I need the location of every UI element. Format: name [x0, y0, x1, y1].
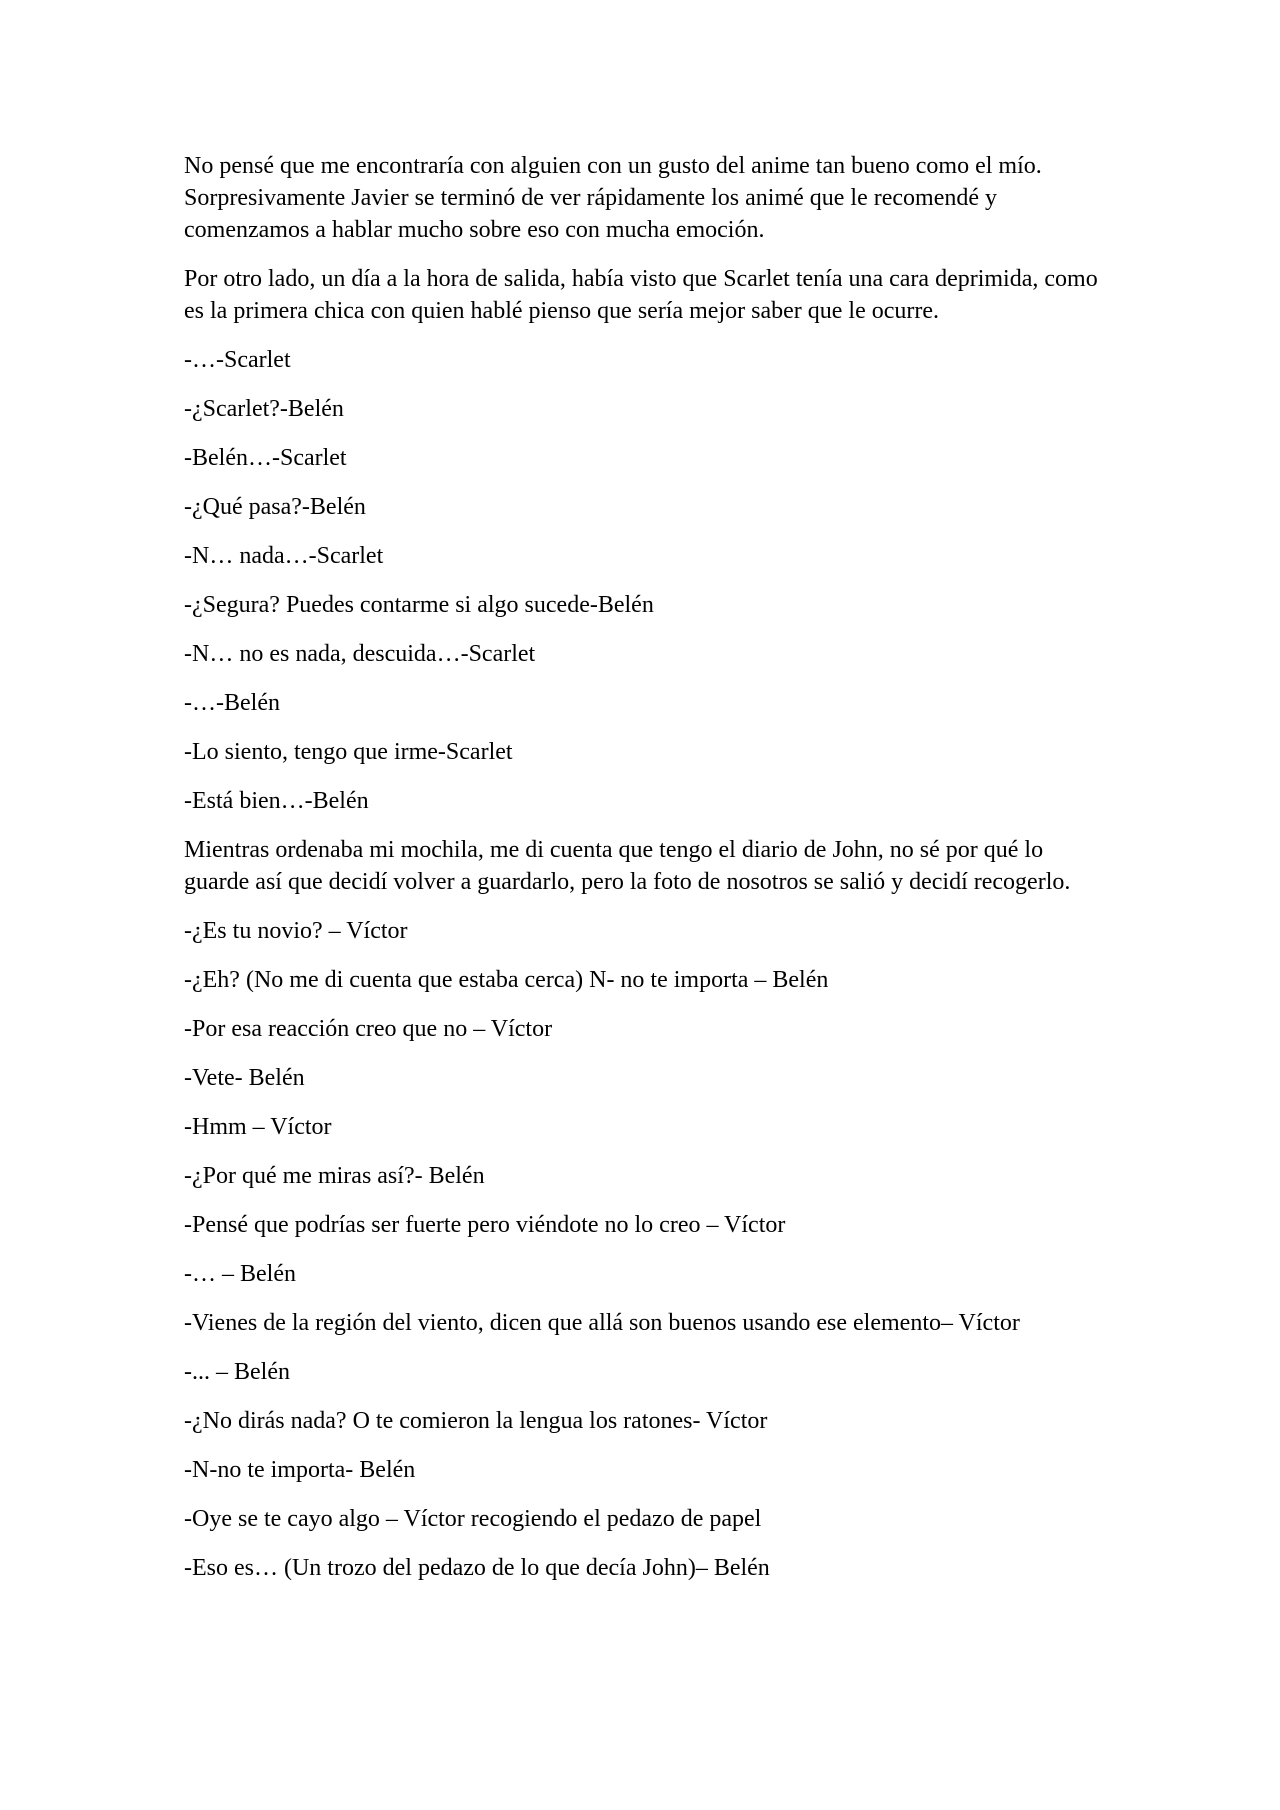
paragraph: Por otro lado, un día a la hora de salida, había visto que Scarlet tenía una cara deprimida, como es la primera chica con quien hablé pienso que sería mejor saber que le ocurre.	[184, 266, 1098, 324]
dialogue-line: -… – Belén	[184, 1261, 296, 1287]
dialogue-line: -¿Segura? Puedes contarme si algo sucede-Belén	[184, 592, 654, 618]
dialogue-line: -¿Scarlet?-Belén	[184, 396, 344, 422]
dialogue-line: -Está bien…-Belén	[184, 788, 369, 814]
paragraph: No pensé que me encontraría con alguien con un gusto del anime tan bueno como el mío. Sorpresivamente Javier se terminó de ver rápidamente los animé que le recomendé y comenzamos a hablar mucho sobre eso con mucha emoción.	[184, 153, 1042, 243]
dialogue-line: -N… nada…-Scarlet	[184, 543, 384, 569]
dialogue-line: -¿Qué pasa?-Belén	[184, 494, 366, 520]
dialogue-line: -¿Es tu novio? – Víctor	[184, 918, 408, 944]
dialogue-line: -N… no es nada, descuida…-Scarlet	[184, 641, 536, 667]
dialogue-line: -Vienes de la región del viento, dicen que allá son buenos usando ese elemento– Víctor	[184, 1310, 1020, 1336]
dialogue-line: -…-Scarlet	[184, 347, 291, 373]
dialogue-line: -Pensé que podrías ser fuerte pero viéndote no lo creo – Víctor	[184, 1212, 786, 1238]
dialogue-line: -Belén…-Scarlet	[184, 445, 347, 471]
dialogue-line: -N-no te importa- Belén	[184, 1457, 416, 1483]
dialogue-line: -Oye se te cayo algo – Víctor recogiendo el pedazo de papel	[184, 1506, 762, 1532]
dialogue-line: -¿No dirás nada? O te comieron la lengua los ratones- Víctor	[184, 1408, 768, 1434]
dialogue-line: -... – Belén	[184, 1359, 290, 1385]
dialogue-line: -Hmm – Víctor	[184, 1114, 332, 1140]
dialogue-line: -¿Por qué me miras así?- Belén	[184, 1163, 485, 1189]
dialogue-line: -Eso es… (Un trozo del pedazo de lo que decía John)– Belén	[184, 1555, 770, 1581]
dialogue-line: -…-Belén	[184, 690, 280, 716]
dialogue-line: -Por esa reacción creo que no – Víctor	[184, 1016, 553, 1042]
paragraph: Mientras ordenaba mi mochila, me di cuenta que tengo el diario de John, no sé por qué lo guarde así que decidí volver a guardarlo, pero la foto de nosotros se salió y decidí recogerlo.	[184, 837, 1071, 895]
document-body	[184, 150, 1104, 1601]
dialogue-line: -¿Eh? (No me di cuenta que estaba cerca) N- no te importa – Belén	[184, 967, 829, 993]
dialogue-line: -Lo siento, tengo que irme-Scarlet	[184, 739, 513, 765]
dialogue-line: -Vete- Belén	[184, 1065, 305, 1091]
